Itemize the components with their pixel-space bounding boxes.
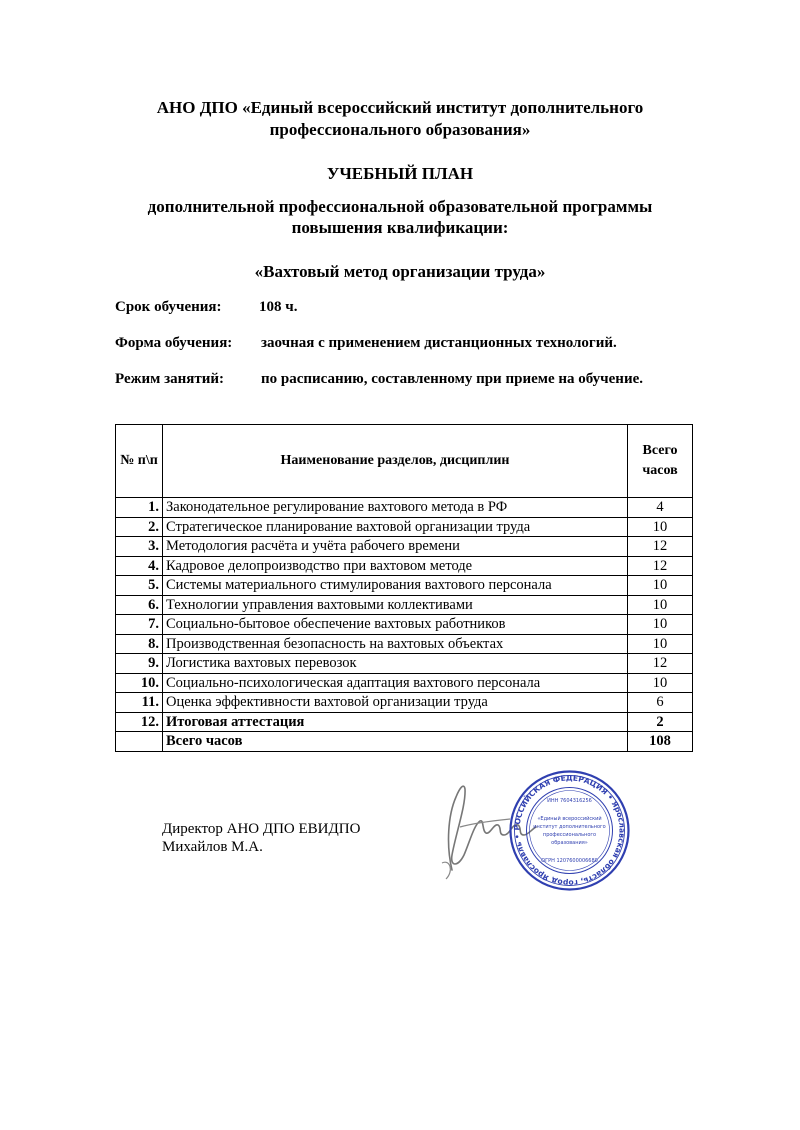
row-number: 12. — [116, 712, 163, 732]
row-hours: 12 — [628, 537, 693, 557]
curriculum-table — [115, 424, 693, 752]
table-row — [116, 693, 693, 713]
row-discipline: Социально-психологическая адаптация вахтового персонала — [163, 673, 628, 693]
seal-center-line1: «Единый всероссийский — [537, 816, 602, 822]
table-header-row — [116, 425, 693, 498]
table-row — [116, 498, 693, 518]
row-number: 11. — [116, 693, 163, 713]
row-number: 3. — [116, 537, 163, 557]
table-row — [116, 634, 693, 654]
seal-outer-text: РОССИЙСКАЯ ФЕДЕРАЦИЯ • Ярославская область, город Ярославль • — [512, 773, 627, 888]
row-discipline: Кадровое делопроизводство при вахтовом методе — [163, 556, 628, 576]
row-hours: 10 — [628, 634, 693, 654]
organization-seal — [507, 768, 632, 893]
row-number: 2. — [116, 517, 163, 537]
row-discipline: Технологии управления вахтовыми коллективами — [163, 595, 628, 615]
row-hours: 4 — [628, 498, 693, 518]
table-row — [116, 576, 693, 596]
table-row — [116, 673, 693, 693]
row-number: 10. — [116, 673, 163, 693]
row-number: 9. — [116, 654, 163, 674]
seal-center-line4: образования» — [551, 840, 588, 846]
row-discipline: Оценка эффективности вахтовой организации труда — [163, 693, 628, 713]
row-number: 4. — [116, 556, 163, 576]
organization-name-line1: АНО ДПО «Единый всероссийский институт дополнительного — [156, 98, 644, 117]
schedule-value: по расписанию, составленному при приеме на обучение. — [261, 371, 643, 387]
row-number: 1. — [116, 498, 163, 518]
row-hours: 6 — [628, 693, 693, 713]
row-number: 8. — [116, 634, 163, 654]
director-title: Директор АНО ДПО ЕВИДПО — [162, 821, 361, 837]
schedule-label: Режим занятий: — [115, 371, 225, 387]
table-row — [116, 537, 693, 557]
row-discipline: Системы материального стимулирования вахтового персонала — [163, 576, 628, 596]
column-header-number: № п\п — [116, 425, 163, 498]
row-hours: 10 — [628, 595, 693, 615]
director-name: Михайлов М.А. — [162, 839, 263, 855]
table-row-final-attestation — [116, 712, 693, 732]
table-row — [116, 517, 693, 537]
duration-value: 108 ч. — [259, 299, 298, 315]
row-hours: 12 — [628, 556, 693, 576]
column-header-hours-line2: часов — [642, 463, 678, 478]
row-discipline: Законодательное регулирование вахтового метода в РФ — [163, 498, 628, 518]
course-name: «Вахтовый метод организации труда» — [254, 262, 546, 281]
row-hours: 10 — [628, 615, 693, 635]
row-hours: 2 — [628, 712, 693, 732]
row-discipline: Стратегическое планирование вахтовой организации труда — [163, 517, 628, 537]
table-row — [116, 615, 693, 635]
row-number: 5. — [116, 576, 163, 596]
table-row — [116, 595, 693, 615]
seal-center-line3: профессионального — [542, 832, 597, 838]
row-number: 6. — [116, 595, 163, 615]
table-row — [116, 654, 693, 674]
row-discipline: Методология расчёта и учёта рабочего времени — [163, 537, 628, 557]
table-row — [116, 556, 693, 576]
organization-name-line2: профессионального образования» — [269, 120, 531, 139]
seal-ogrn: ОГРН 1207600006680 — [541, 858, 598, 864]
column-header-hours — [628, 425, 693, 498]
row-discipline: Логистика вахтовых перевозок — [163, 654, 628, 674]
document-title: УЧЕБНЫЙ ПЛАН — [326, 164, 474, 183]
row-discipline: Производственная безопасность на вахтовых объектах — [163, 634, 628, 654]
row-discipline: Социально-бытовое обеспечение вахтовых работников — [163, 615, 628, 635]
seal-inn: ИНН 7604316256 — [547, 798, 592, 804]
seal-center-line2: институт дополнительного — [533, 824, 606, 830]
row-hours: 12 — [628, 654, 693, 674]
column-header-name: Наименование разделов, дисциплин — [163, 425, 628, 498]
study-form-value: заочная с применением дистанционных технологий. — [261, 335, 617, 351]
program-type-line2: повышения квалификации: — [291, 218, 509, 237]
column-header-hours-line1: Всего — [642, 443, 678, 458]
duration-label: Срок обучения: — [115, 299, 222, 315]
program-type-line1: дополнительной профессиональной образовательной программы — [147, 197, 653, 216]
study-form-label: Форма обучения: — [115, 335, 233, 351]
row-hours: 10 — [628, 673, 693, 693]
row-hours: 10 — [628, 517, 693, 537]
table-total-row — [116, 732, 693, 752]
row-discipline: Итоговая аттестация — [163, 712, 628, 732]
row-number: 7. — [116, 615, 163, 635]
total-label: Всего часов — [163, 732, 628, 752]
total-row-empty-cell — [116, 732, 163, 752]
row-hours: 10 — [628, 576, 693, 596]
total-value: 108 — [628, 732, 693, 752]
